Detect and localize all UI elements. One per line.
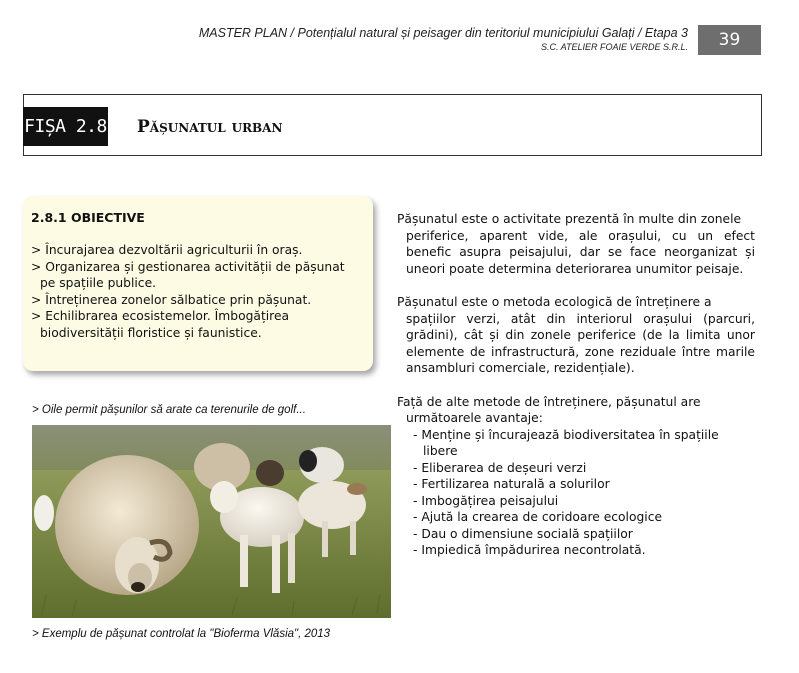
paragraph-line: Față de alte metode de întreținere, pășunatul are	[397, 394, 701, 409]
objectives-list	[31, 242, 363, 341]
sheep-illustration	[32, 425, 391, 618]
paragraph-line: următoarele avantaje:	[406, 411, 543, 425]
paragraph-advantages	[397, 394, 755, 427]
header-company: S.C. ATELIER FOAIE VERDE S.R.L.	[540, 42, 688, 52]
paragraph-line: Pășunatul este o activitate prezentă în multe din zonele	[397, 212, 742, 226]
sheet-title: Pășunatul urban	[137, 117, 283, 137]
objectives-heading: 2.8.1 OBIECTIVE	[31, 210, 145, 225]
advantage-item: - Fertilizarea naturală a solurilor	[413, 477, 610, 491]
objective-item: > Echilibrarea ecosistemelor. Îmbogățirea biodiversității floristice și faunistice.	[31, 309, 290, 340]
advantage-item: - Eliberarea de deșeuri verzi	[413, 460, 587, 475]
page-number: 39	[698, 25, 761, 55]
sheep-grazing-photo	[32, 425, 391, 618]
objectives-box	[23, 196, 373, 371]
advantage-item: - Impiedică împădurirea necontrolată.	[413, 543, 646, 557]
advantage-item: - Menține și încurajează biodiversitatea în spațiile libere	[413, 427, 719, 458]
photo-credit: > Exemplu de pășunat controlat la "Bioferma Vlăsia", 2013	[32, 628, 331, 640]
paragraph-line: Pășunatul este o metoda ecologică de întreținere a	[397, 295, 712, 309]
objective-item: > Încurajarea dezvoltării agriculturii în oraș.	[31, 243, 303, 257]
objective-item: > Întreținerea zonelor sălbatice prin pășunat.	[31, 292, 312, 307]
paragraph-method	[397, 294, 755, 377]
objective-item: > Organizarea și gestionarea activității de pășunat pe spațiile publice.	[31, 259, 345, 290]
advantage-item: - Imbogățirea peisajului	[413, 493, 559, 508]
paragraph-intro	[397, 211, 755, 277]
sheet-tag: FIȘA 2.8	[23, 107, 108, 146]
paragraph-line: spațiilor verzi, atât din interiorul orașului (parcuri, grădini), cât și din zonele periferice (de la limita unor elemente de infrastructură, zone reziduale între marile ansambluri comerciale, rezidențiale).	[406, 311, 755, 375]
paragraph-line: periferice, aparent vide, ale orașului, cu un efect benefic asupra peisajului, dar se face neorganizat și uneori poate determina deteriorarea unumitor peisaje.	[406, 228, 755, 276]
sheet-title-box	[23, 94, 762, 156]
advantage-item: - Dau o dimensiune socială spațiilor	[413, 526, 633, 541]
advantage-item: - Ajută la crearea de coridoare ecologice	[413, 510, 663, 524]
body-text	[397, 211, 755, 559]
header-title: MASTER PLAN / Potențialul natural și peisager din teritoriul municipiului Galați / Etapa 3	[198, 26, 688, 40]
photo-caption: > Oile permit pășunilor să arate ca terenurile de golf...	[32, 404, 306, 416]
advantages-list	[397, 427, 755, 559]
